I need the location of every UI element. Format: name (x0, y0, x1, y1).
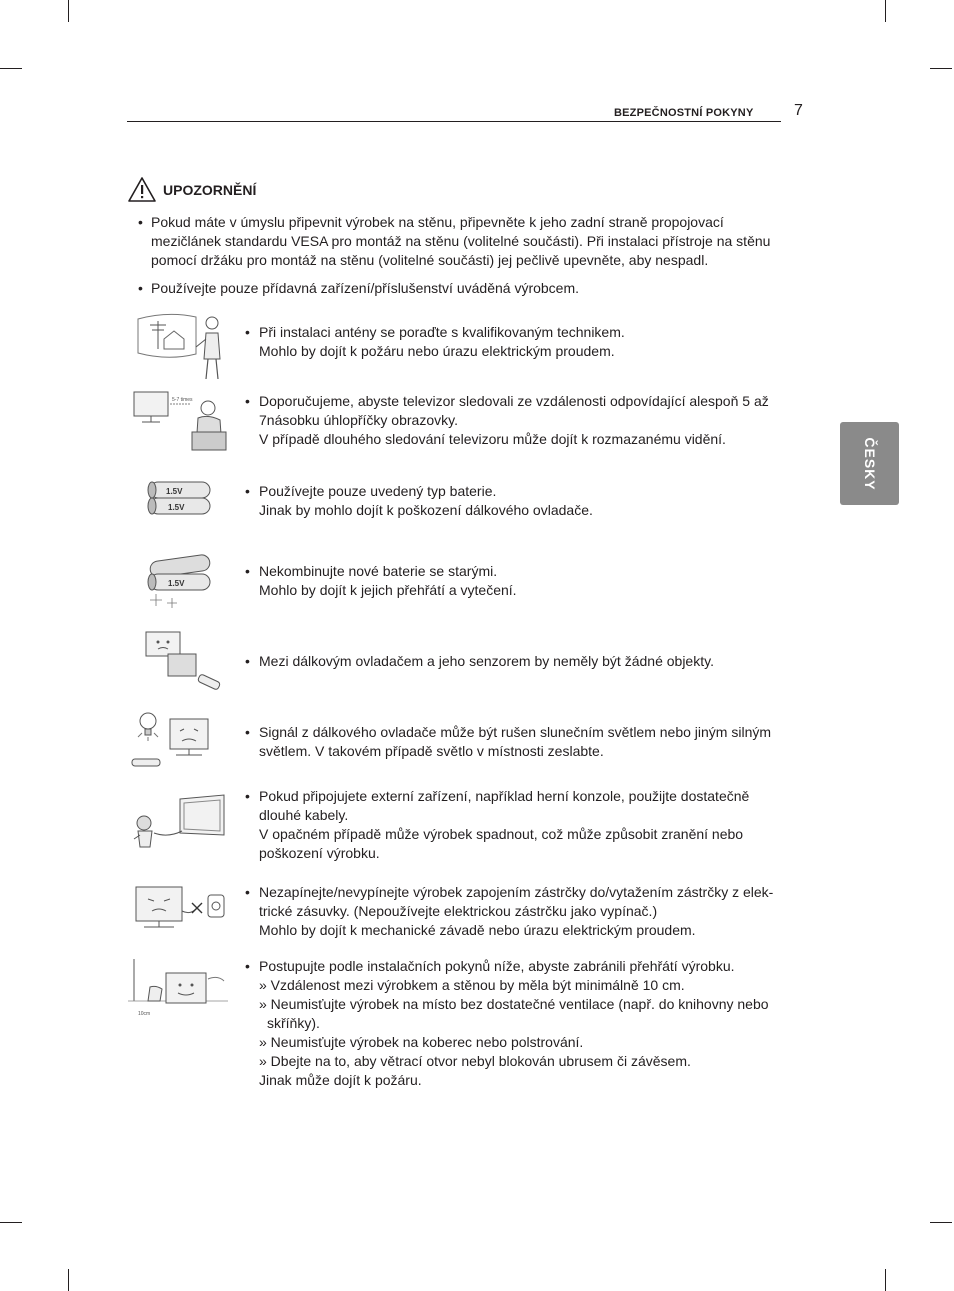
bullet-dot: • (245, 563, 250, 579)
crop-mark (885, 0, 886, 22)
item-sub-line: skříňky). (267, 1015, 320, 1031)
bullet-dot: • (245, 483, 250, 499)
plug-socket-illustration (128, 881, 228, 956)
old-new-batteries-illustration (142, 550, 222, 610)
item-text (259, 652, 787, 671)
item-line: Jinak by mohlo dojít k poškození dálkového ovladače. (259, 502, 593, 518)
item-line: Doporučujeme, abyste televizor sledovali ze vzdálenosti odpovídající alespoň 5 až 7násobku úhlopříčky obrazovky. (259, 393, 769, 428)
header-rule (127, 121, 781, 122)
crop-mark (68, 1269, 69, 1291)
battery-label: 1.5V (168, 579, 185, 588)
item-line: Postupujte podle instalačních pokynů níže, abyste zabránili přehřátí výrobku. (259, 958, 735, 974)
crop-mark (930, 68, 952, 69)
warning-triangle-icon (127, 176, 157, 203)
distance-label: 10cm (138, 1011, 151, 1017)
bullet-dot: • (138, 280, 143, 296)
item-text (259, 883, 787, 940)
item-text (259, 482, 787, 520)
item-text (259, 787, 787, 863)
item-line: Mohlo by dojít k mechanické závadě nebo úrazu elektrickým proudem. (259, 922, 696, 938)
item-text (259, 957, 787, 1090)
item-line: Při instalaci antény se poraďte s kvalifikovaným technikem. (259, 324, 625, 340)
item-text (259, 723, 787, 761)
crop-mark (930, 1222, 952, 1223)
item-line: Signál z dálkového ovladače může být rušen slunečním světlem nebo jiným silným světlem. V takovém případě světlo v místnosti zeslabte. (259, 724, 772, 759)
item-sub-line: » Neumisťujte výrobek na místo bez dostatečné ventilace (např. do knihovny nebo (259, 996, 769, 1012)
game-console-cable-illustration (128, 793, 228, 868)
bullet-dot: • (245, 884, 250, 900)
remote-obstacle-illustration (128, 628, 228, 703)
caution-bullet (138, 213, 788, 270)
item-line: Mohlo by dojít k požáru nebo úrazu elektrickým proudem. (259, 343, 615, 359)
item-sub-line: » Vzdálenost mezi výrobkem a stěnou by měla být minimálně 10 cm. (259, 977, 685, 993)
item-line: V opačném případě může výrobek spadnout, což může způsobit zranění nebo poškození výrobku. (259, 826, 744, 861)
item-line: Mezi dálkovým ovladačem a jeho senzorem by neměly být žádné objekty. (259, 653, 714, 669)
item-text (259, 323, 787, 361)
crop-mark (0, 68, 22, 69)
item-sub-line: » Neumisťujte výrobek na koberec nebo polstrování. (259, 1034, 584, 1050)
item-line: Mohlo by dojít k jejich přehřátí a vytečení. (259, 582, 517, 598)
bullet-dot: • (245, 724, 250, 740)
bullet-dot: • (245, 958, 250, 974)
item-line: V případě dlouhého sledování televizoru může dojít k rozmazanému vidění. (259, 431, 726, 447)
language-tab (840, 422, 899, 505)
distance-label: 5-7 times (172, 397, 193, 403)
section-title: BEZPEČNOSTNÍ POKYNY (614, 107, 754, 119)
bullet-dot: • (245, 788, 250, 804)
item-text (259, 562, 787, 600)
antenna-technician-illustration (128, 309, 228, 384)
crop-mark (0, 1222, 22, 1223)
item-line: Nezapínejte/nevypínejte výrobek zapojením zástrčky do/vytažením zástrčky z elek-trické zásuvky. (Nepoužívejte elektrickou zástrčku jako vypínač.) (259, 884, 774, 919)
battery-label: 1.5V (166, 487, 183, 496)
caution-bullet (138, 279, 788, 298)
item-line: Jinak může dojít k požáru. (259, 1072, 422, 1088)
ventilation-illustration (128, 957, 228, 1032)
item-line: Pokud připojujete externí zařízení, například herní konzole, použijte dostatečně dlouhé kabely. (259, 788, 750, 823)
item-sub-line: » Dbejte na to, aby větrací otvor nebyl blokován ubrusem či závěsem. (259, 1053, 691, 1069)
item-text (259, 392, 787, 449)
batteries-illustration (142, 476, 222, 526)
caution-bullet-text: Používejte pouze přídavná zařízení/příslušenství uváděná výrobcem. (151, 280, 580, 296)
caution-bullet-text: Pokud máte v úmyslu připevnit výrobek na stěnu, připevněte k jeho zadní straně propojovací mezičlánek standardu VESA pro montáž na stěnu (volitelné součásti). Při instalaci přístroje na stěnu pomocí držáku pro montáž na stěnu (volitelné součásti) jej pečlivě upevněte, aby nespadl. (151, 214, 771, 268)
bullet-dot: • (245, 393, 250, 409)
bullet-dot: • (245, 324, 250, 340)
language-tab-label: ČESKY (861, 436, 878, 491)
battery-label: 1.5V (168, 503, 185, 512)
caution-title: UPOZORNĚNÍ (163, 182, 257, 198)
crop-mark (68, 0, 69, 22)
item-line: Nekombinujte nové baterie se starými. (259, 563, 498, 579)
light-interference-illustration (128, 707, 228, 782)
bullet-dot: • (138, 214, 143, 230)
bullet-dot: • (245, 653, 250, 669)
viewing-distance-illustration (128, 388, 228, 463)
crop-mark (885, 1269, 886, 1291)
page-number: 7 (794, 102, 803, 119)
item-line: Používejte pouze uvedený typ baterie. (259, 483, 497, 499)
